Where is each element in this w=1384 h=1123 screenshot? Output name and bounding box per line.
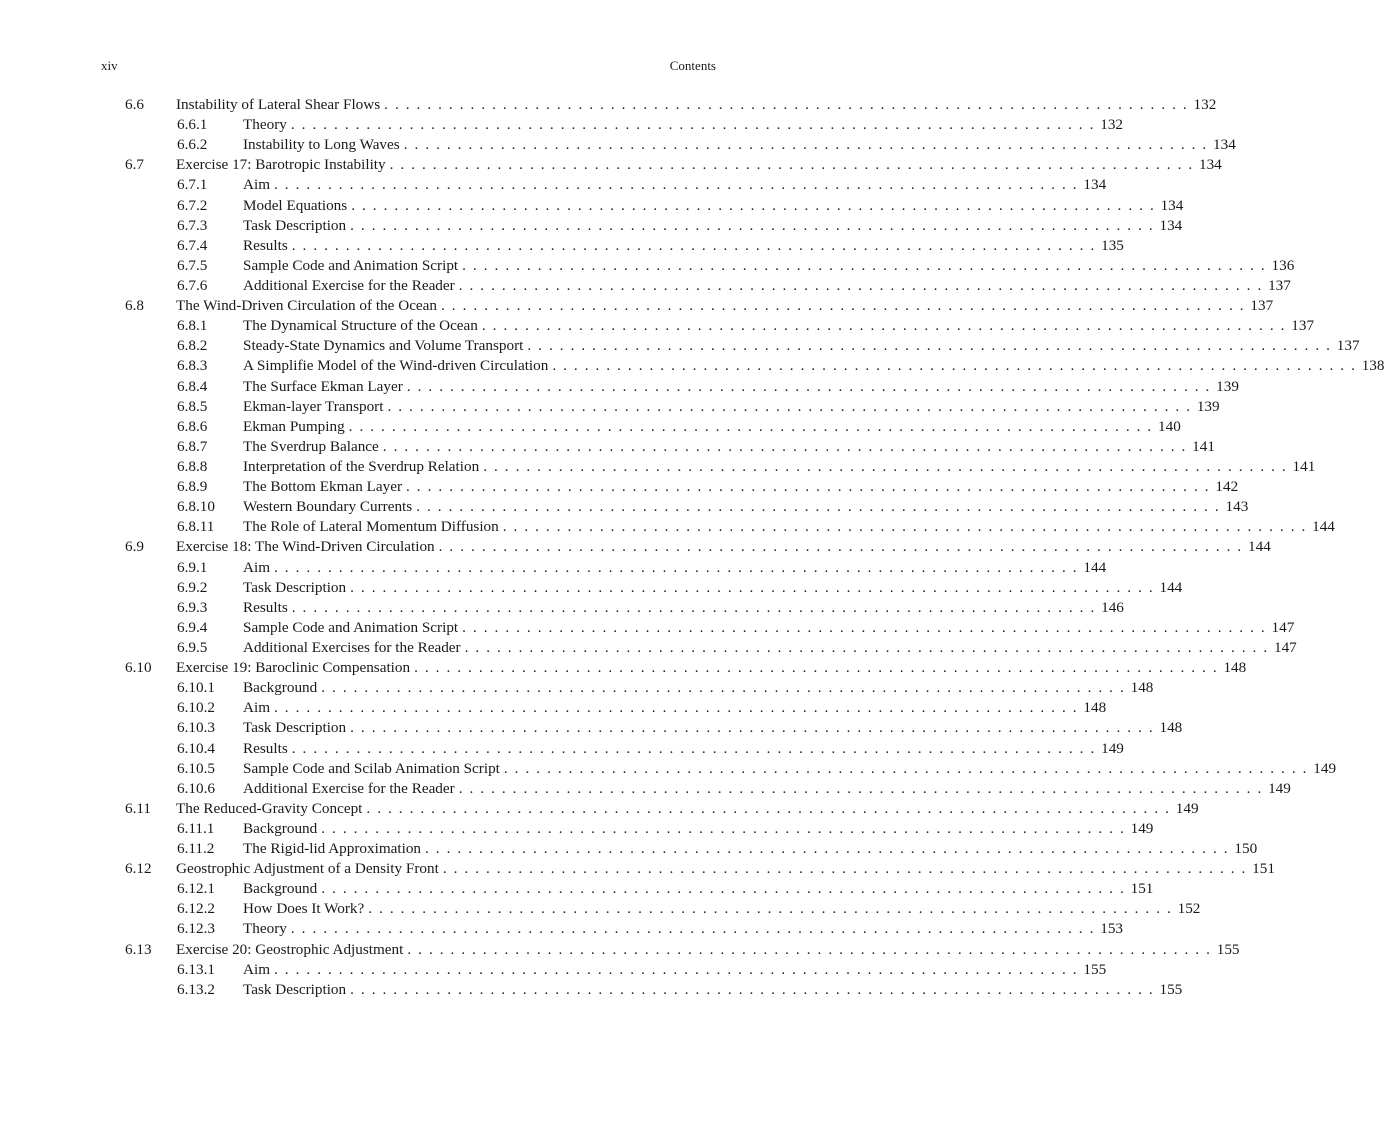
dot-leader: . . . . . . . . . . . . . . . . . . . . . . . . . . . . . . . . . . . . . . . . . . . . . . . . . . . . . . . . . . . . . . . . . . . . . . . . . . . (481, 317, 1287, 335)
dot-leader: . . . . . . . . . . . . . . . . . . . . . . . . . . . . . . . . . . . . . . . . . . . . . . . . . . . . . . . . . . . . . . . . . . . . . . . . . . . (502, 518, 1307, 536)
toc-subsection-entry[interactable] (0, 698, 1107, 718)
toc-entry-number: 6.7.3 (177, 216, 208, 234)
toc-entry-page: 140 (1158, 417, 1181, 435)
toc-entry-row (176, 155, 1222, 175)
toc-entry-number: 6.10.1 (177, 679, 215, 697)
dot-leader: . . . . . . . . . . . . . . . . . . . . . . . . . . . . . . . . . . . . . . . . . . . . . . . . . . . . . . . . . . . . . . . . . . . . . . . . . . . (458, 779, 1263, 797)
toc-entry-title: Theory (243, 920, 287, 938)
toc-subsection-entry[interactable] (0, 316, 1315, 336)
toc-subsection-entry[interactable] (0, 618, 1295, 638)
toc-entry-title: Sample Code and Scilab Animation Script (243, 759, 500, 777)
toc-entry-row (243, 879, 1154, 899)
toc-entry-number: 6.10.4 (177, 739, 215, 757)
dot-leader: . . . . . . . . . . . . . . . . . . . . . . . . . . . . . . . . . . . . . . . . . . . . . . . . . . . . . . . . . . . . . . . . . . . . . . . . . . . (291, 739, 1096, 757)
toc-subsection-entry[interactable] (0, 558, 1107, 578)
toc-entry-page: 144 (1159, 578, 1183, 596)
toc-entry-page: 141 (1192, 437, 1215, 455)
toc-entry-row (243, 819, 1154, 839)
toc-subsection-entry[interactable] (0, 437, 1215, 457)
dot-leader: . . . . . . . . . . . . . . . . . . . . . . . . . . . . . . . . . . . . . . . . . . . . . . . . . . . . . . . . . . . . . . . . . . . . . . . . . . . (348, 417, 1153, 435)
toc-entry-number: 6.10.3 (177, 719, 215, 737)
toc-subsection-entry[interactable] (0, 638, 1297, 658)
toc-entry-title: Western Boundary Currents (243, 498, 413, 516)
toc-entry-number: 6.8.5 (177, 397, 208, 415)
toc-entry-number: 6.10 (125, 659, 152, 677)
toc-entry-number: 6.9.3 (177, 598, 208, 616)
toc-entry-number: 6.8.6 (177, 417, 208, 435)
toc-entry-page: 141 (1292, 457, 1316, 475)
toc-entry-row (243, 698, 1107, 718)
dot-leader: . . . . . . . . . . . . . . . . . . . . . . . . . . . . . . . . . . . . . . . . . . . . . . . . . . . . . . . . . . . . . . . . . . . . . . . . . . . (425, 840, 1230, 858)
toc-entry-page: 149 (1268, 779, 1291, 797)
dot-leader: . . . . . . . . . . . . . . . . . . . . . . . . . . . . . . . . . . . . . . . . . . . . . . . . . . . . . . . . . . . . . . . . . . . . . . . . . . . (406, 478, 1211, 496)
toc-subsection-entry[interactable] (0, 879, 1154, 899)
toc-entry-page: 139 (1196, 397, 1220, 415)
toc-entry-title: Ekman Pumping (243, 417, 345, 435)
toc-entry-page: 134 (1213, 136, 1236, 154)
toc-entry-number: 6.7.6 (177, 276, 208, 294)
toc-entry-title: Exercise 18: The Wind-Driven Circulation (176, 538, 435, 556)
toc-entry-row (243, 558, 1107, 578)
toc-entry-title: Aim (243, 960, 271, 978)
toc-entry-page: 148 (1083, 699, 1107, 717)
toc-entry-title: A Simplifie Model of the Wind-driven Circulation (243, 357, 549, 375)
toc-entry-page: 149 (1313, 759, 1337, 777)
toc-entry-title: Aim (243, 699, 271, 717)
toc-entry-row (243, 216, 1183, 236)
toc-entry-number: 6.12.1 (177, 880, 215, 898)
toc-section-entry[interactable] (0, 859, 1275, 879)
toc-entry-number: 6.10.2 (177, 699, 215, 717)
toc-entry-number: 6.7 (125, 156, 144, 174)
toc-entry-page: 146 (1101, 598, 1124, 616)
toc-entry-row (243, 497, 1249, 517)
toc-entry-page: 137 (1291, 317, 1315, 335)
toc-entry-title: The Reduced-Gravity Concept (176, 799, 363, 817)
toc-section-entry[interactable] (0, 296, 1274, 316)
toc-entry-row (243, 437, 1215, 457)
toc-entry-page: 134 (1083, 176, 1107, 194)
toc-entry-number: 6.10.5 (177, 759, 215, 777)
dot-leader: . . . . . . . . . . . . . . . . . . . . . . . . . . . . . . . . . . . . . . . . . . . . . . . . . . . . . . . . . . . . . . . . . . . . . . . . . . . (403, 136, 1208, 154)
toc-entry-number: 6.8.3 (177, 357, 208, 375)
toc-entry-row (243, 517, 1335, 537)
toc-subsection-entry[interactable] (0, 497, 1249, 517)
toc-entry-title: Geostrophic Adjustment of a Density Front (176, 860, 439, 878)
toc-subsection-entry[interactable] (0, 377, 1239, 397)
dot-leader: . . . . . . . . . . . . . . . . . . . . . . . . . . . . . . . . . . . . . . . . . . . . . . . . . . . . . . . . . . . . . . . . . . . . . . . . . . . (389, 156, 1194, 174)
toc-entry-number: 6.10.6 (177, 779, 215, 797)
toc-entry-page: 155 (1216, 940, 1240, 958)
toc-entry-title: Task Description (243, 980, 347, 998)
dot-leader: . . . . . . . . . . . . . . . . . . . . . . . . . . . . . . . . . . . . . . . . . . . . . . . . . . . . . . . . . . . . . . . . . . . . . . . . . . . (274, 176, 1079, 194)
running-title: Contents (669, 58, 716, 73)
toc-entry-row (243, 477, 1239, 497)
toc-entry-page: 144 (1312, 518, 1335, 536)
toc-entry-row (243, 638, 1297, 658)
dot-leader: . . . . . . . . . . . . . . . . . . . . . . . . . . . . . . . . . . . . . . . . . . . . . . . . . . . . . . . . . . . . . . . . . . . . . . . . . . . (366, 799, 1171, 817)
toc-entry-row (243, 578, 1183, 598)
toc-entry-number: 6.8.10 (177, 498, 215, 516)
toc-entry-number: 6.9.1 (177, 558, 208, 576)
toc-entry-row (243, 779, 1291, 799)
toc-entry-page: 144 (1248, 538, 1271, 556)
dot-leader: . . . . . . . . . . . . . . . . . . . . . . . . . . . . . . . . . . . . . . . . . . . . . . . . . . . . . . . . . . . . . . . . . . . . . . . . . . . (462, 618, 1267, 636)
dot-leader: . . . . . . . . . . . . . . . . . . . . . . . . . . . . . . . . . . . . . . . . . . . . . . . . . . . . . . . . . . . . . . . . . . . . . . . . . . . (350, 719, 1155, 737)
toc-entry-page: 142 (1215, 478, 1239, 496)
dot-leader: . . . . . . . . . . . . . . . . . . . . . . . . . . . . . . . . . . . . . . . . . . . . . . . . . . . . . . . . . . . . . . . . . . . . . . . . . . . (368, 900, 1173, 918)
dot-leader: . . . . . . . . . . . . . . . . . . . . . . . . . . . . . . . . . . . . . . . . . . . . . . . . . . . . . . . . . . . . . . . . . . . . . . . . . . . (384, 96, 1189, 113)
toc-subsection-entry[interactable] (0, 598, 1124, 618)
toc-entry-page: 155 (1159, 980, 1183, 998)
toc-section-entry[interactable] (0, 940, 1240, 960)
toc-entry-title: The Rigid-lid Approximation (243, 840, 422, 858)
toc-entry-title: Steady-State Dynamics and Volume Transport (243, 337, 524, 355)
dot-leader: . . . . . . . . . . . . . . . . . . . . . . . . . . . . . . . . . . . . . . . . . . . . . . . . . . . . . . . . . . . . . . . . . . . . . . . . . . . (350, 216, 1155, 234)
toc-entry-number: 6.9 (125, 538, 144, 556)
toc-entry-page: 151 (1252, 860, 1275, 878)
toc-subsection-entry[interactable] (0, 417, 1181, 437)
toc-subsection-entry[interactable] (0, 276, 1291, 296)
toc-subsection-entry[interactable] (0, 779, 1291, 799)
toc-entry-row (243, 336, 1360, 356)
dot-leader: . . . . . . . . . . . . . . . . . . . . . . . . . . . . . . . . . . . . . . . . . . . . . . . . . . . . . . . . . . . . . . . . . . . . . . . . . . . (407, 940, 1212, 958)
dot-leader: . . . . . . . . . . . . . . . . . . . . . . . . . . . . . . . . . . . . . . . . . . . . . . . . . . . . . . . . . . . . . . . . . . . . . . . . . . . (321, 880, 1126, 898)
toc-entry-number: 6.8.1 (177, 317, 208, 335)
toc-entry-title: Instability of Lateral Shear Flows (176, 96, 381, 113)
toc-entry-number: 6.11.2 (177, 840, 215, 858)
toc-entry-page: 139 (1216, 377, 1239, 395)
toc-subsection-entry[interactable] (0, 236, 1124, 256)
dot-leader: . . . . . . . . . . . . . . . . . . . . . . . . . . . . . . . . . . . . . . . . . . . . . . . . . . . . . . . . . . . . . . . . . . . . . . . . . . . (442, 860, 1247, 878)
toc-subsection-entry[interactable] (0, 457, 1316, 477)
toc-entry-title: The Role of Lateral Momentum Diffusion (243, 518, 499, 536)
dot-leader: . . . . . . . . . . . . . . . . . . . . . . . . . . . . . . . . . . . . . . . . . . . . . . . . . . . . . . . . . . . . . . . . . . . . . . . . . . . (503, 759, 1309, 777)
toc-section-entry[interactable] (0, 95, 1217, 115)
dot-leader: . . . . . . . . . . . . . . . . . . . . . . . . . . . . . . . . . . . . . . . . . . . . . . . . . . . . . . . . . . . . . . . . . . . . . . . . . . . (552, 357, 1357, 375)
toc-entry-title: Task Description (243, 719, 347, 737)
toc-entry-row (243, 960, 1107, 980)
dot-leader: . . . . . . . . . . . . . . . . . . . . . . . . . . . . . . . . . . . . . . . . . . . . . . . . . . . . . . . . . . . . . . . . . . . . . . . . . . . (291, 236, 1096, 254)
toc-subsection-entry[interactable] (0, 135, 1236, 155)
toc-entry-title: Instability to Long Waves (243, 136, 400, 154)
toc-entry-row (243, 256, 1295, 276)
toc-entry-title: The Surface Ekman Layer (243, 377, 403, 395)
toc-entry-title: Additional Exercises for the Reader (243, 638, 461, 656)
toc-entry-row (243, 759, 1337, 779)
dot-leader: . . . . . . . . . . . . . . . . . . . . . . . . . . . . . . . . . . . . . . . . . . . . . . . . . . . . . . . . . . . . . . . . . . . . . . . . . . . (290, 116, 1095, 134)
toc-entry-row (243, 417, 1181, 437)
toc-entry-page: 148 (1130, 679, 1154, 697)
toc-entry-title: Background (243, 679, 318, 697)
dot-leader: . . . . . . . . . . . . . . . . . . . . . . . . . . . . . . . . . . . . . . . . . . . . . . . . . . . . . . . . . . . . . . . . . . . . . . . . . . . (438, 538, 1243, 556)
toc-entry-title: Results (243, 236, 288, 254)
toc-entry-number: 6.8.7 (177, 437, 208, 455)
toc-entry-number: 6.13.2 (177, 980, 215, 998)
toc-entry-title: Aim (243, 558, 271, 576)
toc-section-entry[interactable] (0, 155, 1222, 175)
toc-entry-number: 6.7.1 (177, 176, 208, 194)
toc-subsection-entry[interactable] (0, 397, 1220, 417)
toc-entry-page: 147 (1271, 618, 1295, 636)
toc-entry-row (243, 919, 1123, 939)
toc-subsection-entry[interactable] (0, 336, 1360, 356)
toc-entry-number: 6.9.2 (177, 578, 208, 596)
toc-entry-page: 138 (1361, 357, 1384, 375)
toc-entry-row (243, 899, 1201, 919)
toc-entry-row (176, 537, 1271, 557)
toc-entry-number: 6.11 (125, 799, 152, 817)
toc-entry-row (243, 196, 1184, 216)
toc-entry-page: 134 (1159, 216, 1183, 234)
toc-subsection-entry[interactable] (0, 718, 1183, 738)
toc-entry-title: Ekman-layer Transport (243, 397, 384, 415)
toc-subsection-entry[interactable] (0, 980, 1183, 1000)
dot-leader: . . . . . . . . . . . . . . . . . . . . . . . . . . . . . . . . . . . . . . . . . . . . . . . . . . . . . . . . . . . . . . . . . . . . . . . . . . . (462, 256, 1267, 274)
toc-entry-title: Sample Code and Animation Script (243, 256, 459, 274)
toc-entry-number: 6.7.2 (177, 196, 208, 214)
toc-entry-row (243, 980, 1183, 1000)
toc-section-entry[interactable] (0, 658, 1247, 678)
dot-leader: . . . . . . . . . . . . . . . . . . . . . . . . . . . . . . . . . . . . . . . . . . . . . . . . . . . . . . . . . . . . . . . . . . . . . . . . . . . (291, 598, 1096, 616)
toc-subsection-entry[interactable] (0, 578, 1183, 598)
toc-subsection-entry[interactable] (0, 196, 1184, 216)
dot-leader: . . . . . . . . . . . . . . . . . . . . . . . . . . . . . . . . . . . . . . . . . . . . . . . . . . . . . . . . . . . . . . . . . . . . . . . . . . . (416, 498, 1221, 516)
toc-subsection-entry[interactable] (0, 115, 1123, 135)
toc-entry-number: 6.7.5 (177, 256, 208, 274)
toc-entry-page: 150 (1234, 840, 1258, 858)
toc-entry-row (243, 397, 1220, 417)
dot-leader: . . . . . . . . . . . . . . . . . . . . . . . . . . . . . . . . . . . . . . . . . . . . . . . . . . . . . . . . . . . . . . . . . . . . . . . . . . . (350, 980, 1155, 998)
dot-leader: . . . . . . . . . . . . . . . . . . . . . . . . . . . . . . . . . . . . . . . . . . . . . . . . . . . . . . . . . . . . . . . . . . . . . . . . . . . (321, 819, 1126, 837)
toc-entry-row (243, 356, 1384, 376)
toc-entry-row (243, 316, 1315, 336)
toc-entry-number: 6.8.4 (177, 377, 208, 395)
toc-entry-title: Task Description (243, 216, 347, 234)
toc-entry-page: 137 (1268, 276, 1291, 294)
toc-entry-page: 148 (1223, 659, 1247, 677)
toc-entry-page: 137 (1250, 297, 1274, 315)
dot-leader: . . . . . . . . . . . . . . . . . . . . . . . . . . . . . . . . . . . . . . . . . . . . . . . . . . . . . . . . . . . . . . . . . . . . . . . . . . . (274, 558, 1079, 576)
toc-subsection-entry[interactable] (0, 517, 1335, 537)
toc-entry-title: Additional Exercise for the Reader (243, 779, 455, 797)
toc-entry-title: The Sverdrup Balance (243, 437, 379, 455)
toc-entry-row (243, 618, 1295, 638)
toc-entry-page: 147 (1273, 638, 1297, 656)
toc-entry-number: 6.6 (125, 96, 144, 113)
toc-subsection-entry[interactable] (0, 819, 1154, 839)
toc-entry-title: Results (243, 598, 288, 616)
toc-entry-row (176, 940, 1240, 960)
toc-entry-number: 6.6.2 (177, 136, 208, 154)
toc-entry-row (176, 95, 1217, 115)
toc-entry-number: 6.6.1 (177, 116, 208, 134)
toc-entry-title: The Bottom Ekman Layer (243, 478, 403, 496)
toc-entry-number: 6.8 (125, 297, 144, 315)
toc-subsection-entry[interactable] (0, 899, 1201, 919)
table-of-contents (0, 95, 1384, 1000)
toc-entry-number: 6.13 (125, 940, 152, 958)
dot-leader: . . . . . . . . . . . . . . . . . . . . . . . . . . . . . . . . . . . . . . . . . . . . . . . . . . . . . . . . . . . . . . . . . . . . . . . . . . . (464, 638, 1269, 656)
dot-leader: . . . . . . . . . . . . . . . . . . . . . . . . . . . . . . . . . . . . . . . . . . . . . . . . . . . . . . . . . . . . . . . . . . . . . . . . . . . (274, 960, 1079, 978)
toc-entry-page: 137 (1336, 337, 1360, 355)
toc-subsection-entry[interactable] (0, 356, 1384, 376)
toc-entry-title: The Wind-Driven Circulation of the Ocean (176, 297, 438, 315)
toc-entry-page: 149 (1175, 799, 1199, 817)
toc-entry-row (243, 839, 1258, 859)
toc-entry-page: 134 (1198, 156, 1222, 174)
toc-entry-row (176, 296, 1274, 316)
toc-subsection-entry[interactable] (0, 477, 1239, 497)
toc-entry-number: 6.9.4 (177, 618, 208, 636)
toc-entry-number: 6.8.9 (177, 478, 208, 496)
dot-leader: . . . . . . . . . . . . . . . . . . . . . . . . . . . . . . . . . . . . . . . . . . . . . . . . . . . . . . . . . . . . . . . . . . . . . . . . . . . (351, 196, 1156, 214)
toc-entry-page: 149 (1130, 819, 1154, 837)
toc-entry-title: Background (243, 819, 318, 837)
toc-entry-page: 144 (1083, 558, 1107, 576)
toc-entry-title: Results (243, 739, 288, 757)
toc-entry-title: Theory (243, 116, 287, 134)
toc-entry-page: 132 (1193, 96, 1217, 113)
toc-entry-page: 151 (1130, 880, 1154, 898)
toc-subsection-entry[interactable] (0, 839, 1258, 859)
toc-entry-page: 152 (1177, 900, 1201, 918)
toc-entry-title: Exercise 19: Baroclinic Compensation (176, 659, 411, 677)
toc-entry-row (243, 276, 1291, 296)
toc-entry-page: 143 (1225, 498, 1249, 516)
toc-entry-row (243, 175, 1107, 195)
toc-entry-page: 135 (1101, 236, 1124, 254)
toc-entry-row (243, 135, 1236, 155)
toc-subsection-entry[interactable] (0, 739, 1124, 759)
dot-leader: . . . . . . . . . . . . . . . . . . . . . . . . . . . . . . . . . . . . . . . . . . . . . . . . . . . . . . . . . . . . . . . . . . . . . . . . . . . (458, 276, 1263, 294)
toc-entry-row (243, 718, 1183, 738)
toc-entry-row (243, 457, 1316, 477)
toc-subsection-entry[interactable] (0, 678, 1154, 698)
dot-leader: . . . . . . . . . . . . . . . . . . . . . . . . . . . . . . . . . . . . . . . . . . . . . . . . . . . . . . . . . . . . . . . . . . . . . . . . . . . (441, 297, 1246, 315)
toc-entry-row (243, 739, 1124, 759)
dot-leader: . . . . . . . . . . . . . . . . . . . . . . . . . . . . . . . . . . . . . . . . . . . . . . . . . . . . . . . . . . . . . . . . . . . . . . . . . . . (350, 578, 1155, 596)
toc-entry-page: 136 (1271, 256, 1295, 274)
dot-leader: . . . . . . . . . . . . . . . . . . . . . . . . . . . . . . . . . . . . . . . . . . . . . . . . . . . . . . . . . . . . . . . . . . . . . . . . . . . (414, 659, 1219, 677)
toc-entry-title: Model Equations (243, 196, 348, 214)
dot-leader: . . . . . . . . . . . . . . . . . . . . . . . . . . . . . . . . . . . . . . . . . . . . . . . . . . . . . . . . . . . . . . . . . . . . . . . . . . . (406, 377, 1211, 395)
toc-entry-title: Sample Code and Animation Script (243, 618, 459, 636)
toc-entry-title: Additional Exercise for the Reader (243, 276, 455, 294)
toc-entry-row (243, 115, 1123, 135)
toc-entry-title: How Does It Work? (243, 900, 365, 918)
toc-entry-row (243, 678, 1154, 698)
toc-subsection-entry[interactable] (0, 216, 1183, 236)
toc-entry-row (243, 598, 1124, 618)
dot-leader: . . . . . . . . . . . . . . . . . . . . . . . . . . . . . . . . . . . . . . . . . . . . . . . . . . . . . . . . . . . . . . . . . . . . . . . . . . . (527, 337, 1332, 355)
dot-leader: . . . . . . . . . . . . . . . . . . . . . . . . . . . . . . . . . . . . . . . . . . . . . . . . . . . . . . . . . . . . . . . . . . . . . . . . . . . (387, 397, 1192, 415)
toc-entry-number: 6.12.3 (177, 920, 215, 938)
dot-leader: . . . . . . . . . . . . . . . . . . . . . . . . . . . . . . . . . . . . . . . . . . . . . . . . . . . . . . . . . . . . . . . . . . . . . . . . . . . (483, 457, 1288, 475)
toc-entry-number: 6.11.1 (177, 819, 215, 837)
toc-section-entry[interactable] (0, 799, 1199, 819)
toc-entry-number: 6.8.11 (177, 518, 215, 536)
dot-leader: . . . . . . . . . . . . . . . . . . . . . . . . . . . . . . . . . . . . . . . . . . . . . . . . . . . . . . . . . . . . . . . . . . . . . . . . . . . (321, 679, 1126, 697)
toc-subsection-entry[interactable] (0, 256, 1295, 276)
toc-entry-row (243, 236, 1124, 256)
toc-subsection-entry[interactable] (0, 175, 1107, 195)
toc-subsection-entry[interactable] (0, 759, 1337, 779)
toc-entry-number: 6.13.1 (177, 960, 215, 978)
toc-section-entry[interactable] (0, 537, 1271, 557)
toc-entry-title: The Dynamical Structure of the Ocean (243, 317, 478, 335)
toc-entry-page: 132 (1100, 116, 1123, 134)
toc-entry-page: 134 (1160, 196, 1184, 214)
page-header (101, 58, 716, 76)
toc-entry-row (243, 377, 1239, 397)
toc-subsection-entry[interactable] (0, 960, 1107, 980)
toc-entry-title: Exercise 17: Barotropic Instability (176, 156, 386, 174)
toc-entry-number: 6.7.4 (177, 236, 208, 254)
toc-entry-title: Background (243, 880, 318, 898)
page-number: xiv (101, 58, 118, 73)
toc-entry-number: 6.8.8 (177, 457, 208, 475)
toc-entry-row (176, 658, 1247, 678)
dot-leader: . . . . . . . . . . . . . . . . . . . . . . . . . . . . . . . . . . . . . . . . . . . . . . . . . . . . . . . . . . . . . . . . . . . . . . . . . . . (274, 699, 1079, 717)
toc-entry-number: 6.8.2 (177, 337, 208, 355)
toc-entry-page: 153 (1100, 920, 1123, 938)
toc-entry-number: 6.12.2 (177, 900, 215, 918)
toc-entry-row (176, 799, 1199, 819)
toc-entry-page: 155 (1083, 960, 1107, 978)
dot-leader: . . . . . . . . . . . . . . . . . . . . . . . . . . . . . . . . . . . . . . . . . . . . . . . . . . . . . . . . . . . . . . . . . . . . . . . . . . . (290, 920, 1095, 938)
toc-entry-page: 149 (1101, 739, 1124, 757)
toc-entry-title: Task Description (243, 578, 347, 596)
toc-entry-title: Exercise 20: Geostrophic Adjustment (176, 940, 404, 958)
toc-entry-row (176, 859, 1275, 879)
toc-entry-number: 6.12 (125, 860, 152, 878)
toc-entry-page: 148 (1159, 719, 1183, 737)
toc-entry-title: Interpretation of the Sverdrup Relation (243, 457, 480, 475)
toc-subsection-entry[interactable] (0, 919, 1123, 939)
toc-entry-number: 6.9.5 (177, 638, 208, 656)
dot-leader: . . . . . . . . . . . . . . . . . . . . . . . . . . . . . . . . . . . . . . . . . . . . . . . . . . . . . . . . . . . . . . . . . . . . . . . . . . . (382, 437, 1187, 455)
toc-entry-title: Aim (243, 176, 271, 194)
